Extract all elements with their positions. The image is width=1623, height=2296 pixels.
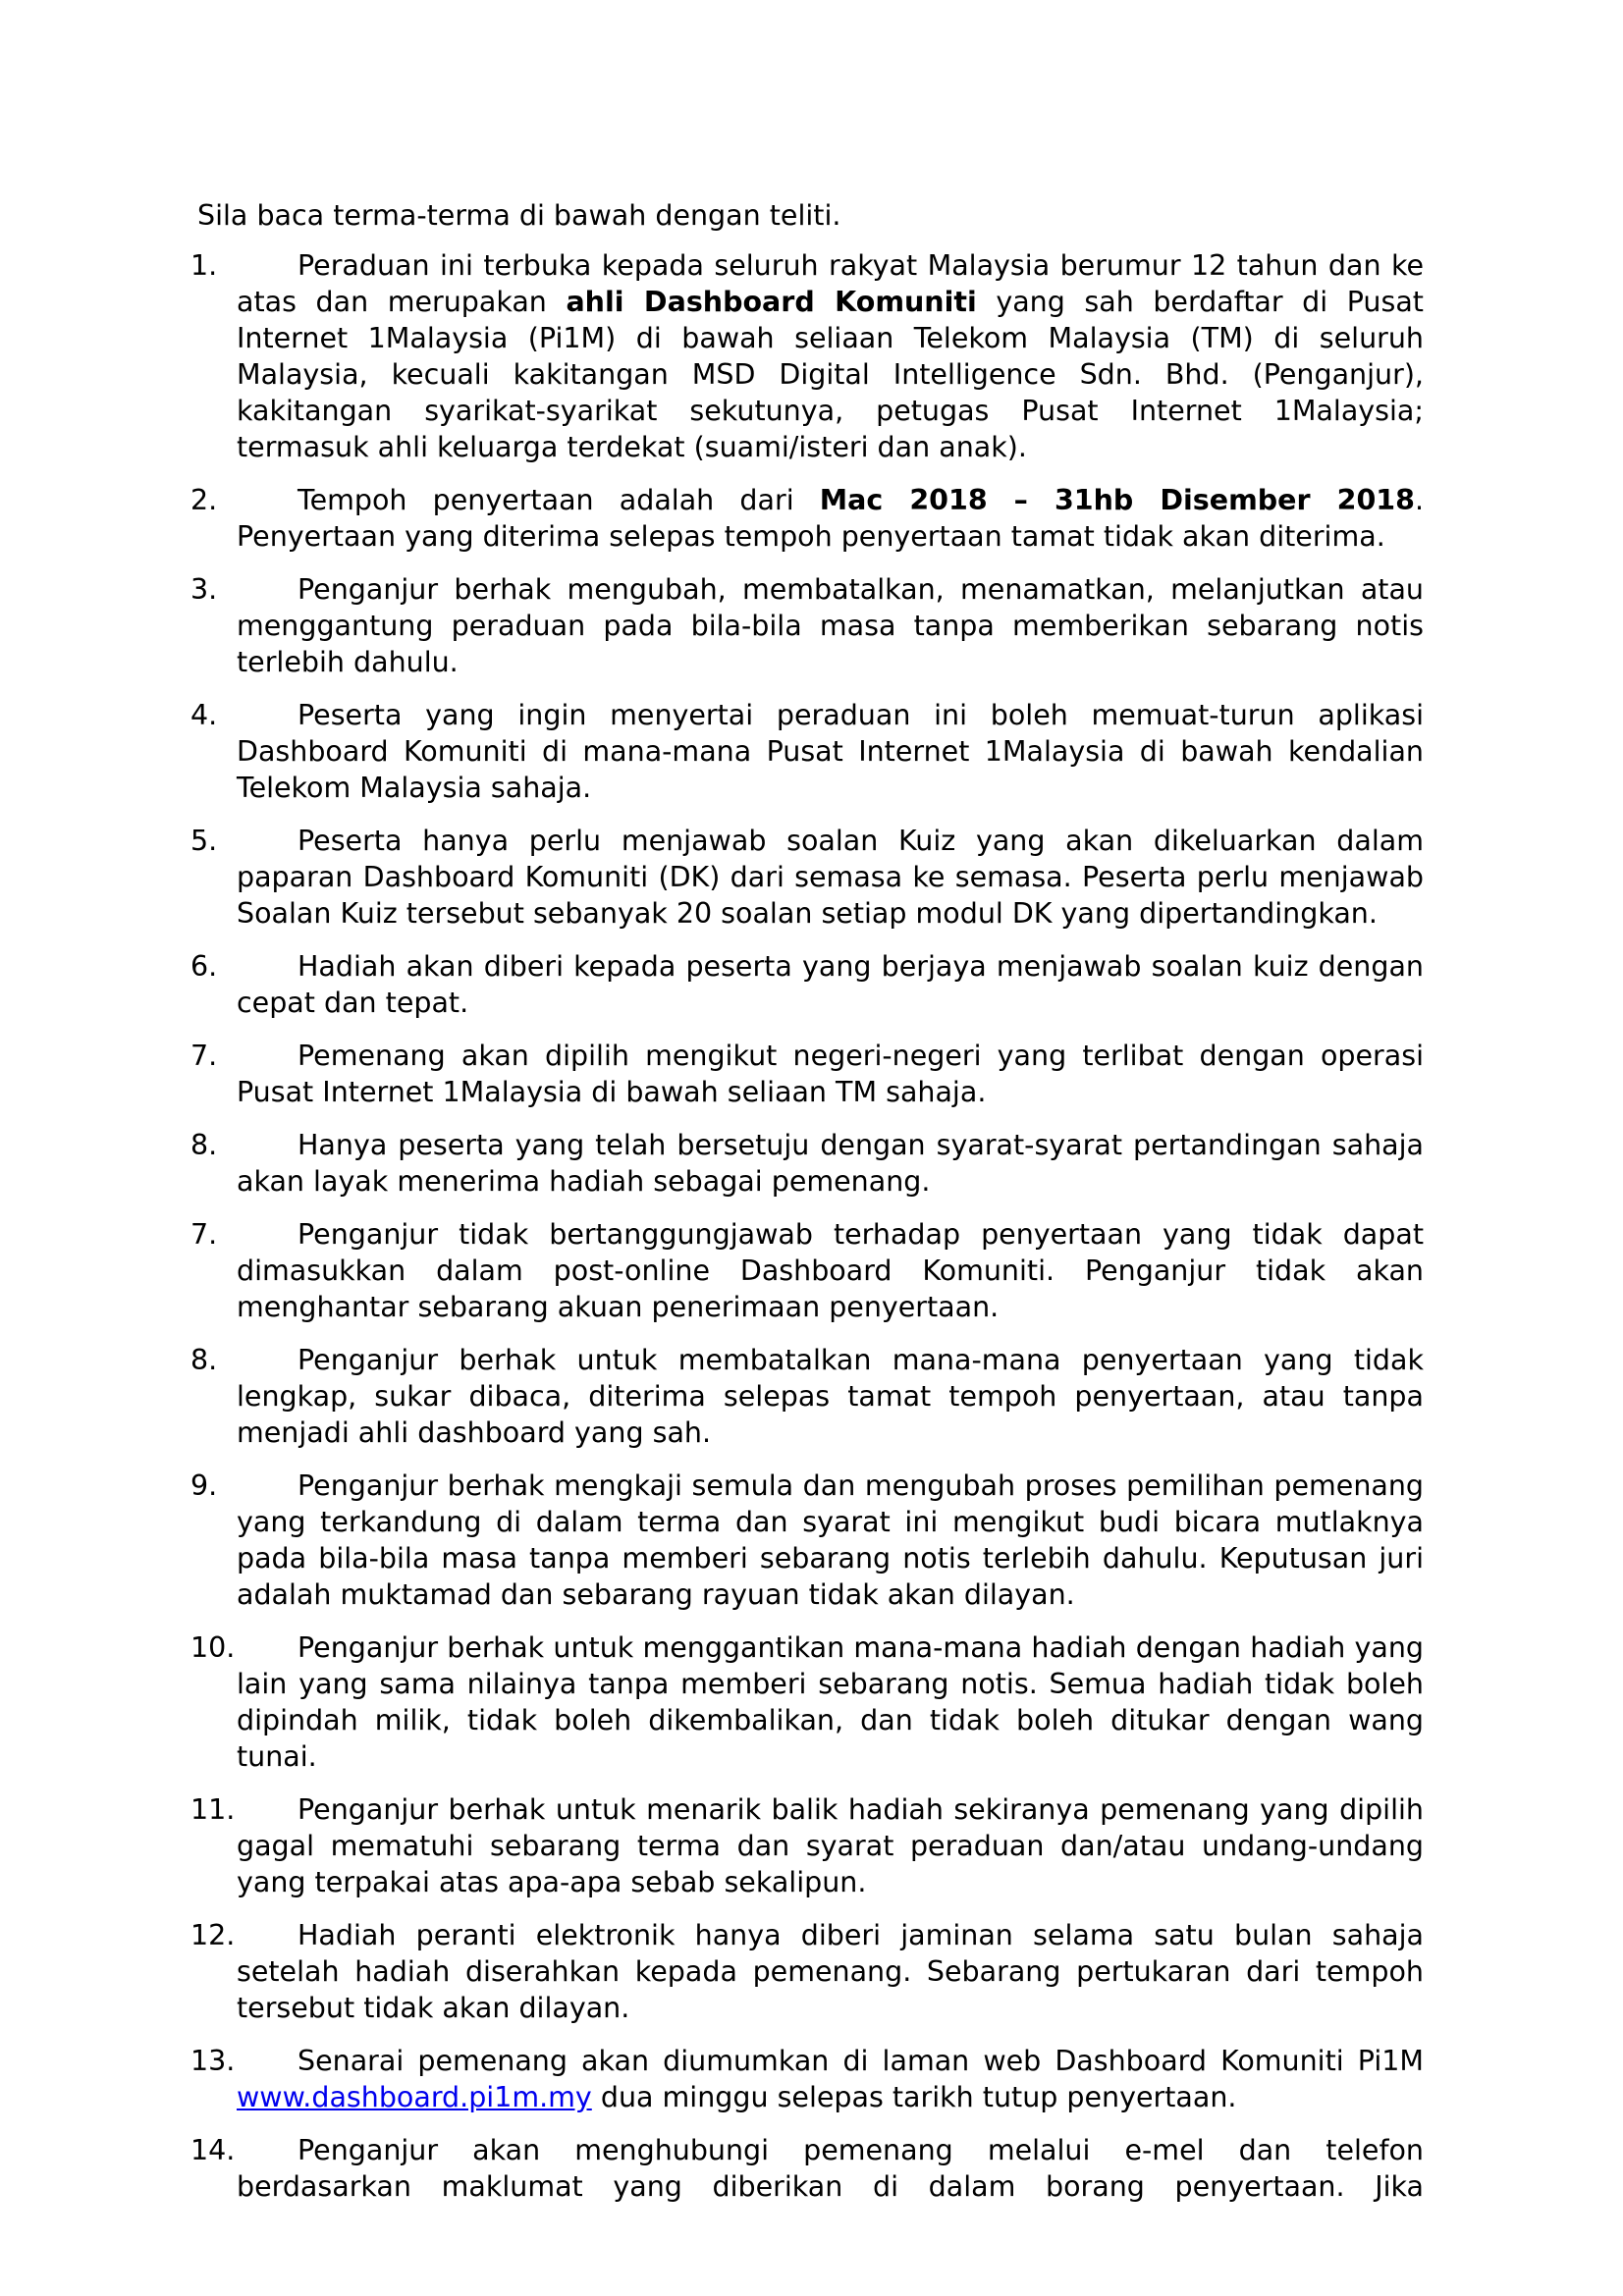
term-number: 7. — [190, 1040, 218, 1072]
term-item — [190, 2132, 1424, 2205]
term-item — [190, 1342, 1424, 1451]
term-item — [190, 2043, 1424, 2115]
bold-text: Mac 2018 – 31hb Disember 2018 — [819, 484, 1415, 516]
term-paragraph: Senarai pemenang akan diumumkan di laman web Dashboard Komuniti Pi1M www.dashboard.pi1m.my dua minggu selepas tarikh tutup penyertaan. — [237, 2045, 1424, 2113]
term-paragraph: Hadiah peranti elektronik hanya diberi jaminan selama satu bulan sahaja setelah hadiah diserahkan kepada pemenang. Sebarang pertukaran dari tempoh tersebut tidak akan dilayan. — [237, 1919, 1424, 2024]
term-number: 9. — [190, 1469, 218, 1502]
term-number: 8. — [190, 1344, 218, 1376]
term-item — [190, 247, 1424, 465]
term-item — [190, 1127, 1424, 1200]
term-number: 13. — [190, 2045, 236, 2077]
term-item — [190, 948, 1424, 1021]
term-item — [190, 571, 1424, 680]
intro-text: Sila baca terma-terma di bawah dengan teliti. — [197, 199, 841, 232]
term-paragraph: Peserta hanya perlu menjawab soalan Kuiz yang akan dikeluarkan dalam paparan Dashboard Komuniti (DK) dari semasa ke semasa. Peserta perlu menjawab Soalan Kuiz tersebut sebanyak 20 soalan setiap modul DK yang dipertandingkan. — [237, 825, 1424, 930]
term-paragraph: Penganjur berhak mengubah, membatalkan, menamatkan, melanjutkan atau menggantung peraduan pada bila-bila masa tanpa memberikan sebarang notis terlebih dahulu. — [237, 573, 1424, 678]
term-number: 4. — [190, 699, 218, 731]
term-paragraph: Hadiah akan diberi kepada peserta yang berjaya menjawab soalan kuiz dengan cepat dan tepat. — [237, 950, 1424, 1019]
term-number: 1. — [190, 249, 218, 282]
dashboard-website-link[interactable]: www.dashboard.pi1m.my — [237, 2081, 592, 2113]
term-paragraph: Penganjur berhak untuk membatalkan mana-mana penyertaan yang tidak lengkap, sukar dibaca, diterima selepas tamat tempoh penyertaan, atau tanpa menjadi ahli dashboard yang sah. — [237, 1344, 1424, 1449]
term-number: 8. — [190, 1129, 218, 1161]
term-number: 6. — [190, 950, 218, 983]
term-number: 5. — [190, 825, 218, 857]
term-paragraph: Penganjur akan menghubungi pemenang melalui e-mel dan telefon berdasarkan maklumat yang diberikan di dalam borang penyertaan. Jika — [237, 2134, 1424, 2203]
term-paragraph: Penganjur berhak untuk menarik balik hadiah sekiranya pemenang yang dipilih gagal mematuhi sebarang terma dan syarat peraduan dan/atau undang-undang yang terpakai atas apa-apa sebab sekalipun. — [237, 1793, 1424, 1898]
term-paragraph: Hanya peserta yang telah bersetuju dengan syarat-syarat pertandingan sahaja akan layak menerima hadiah sebagai pemenang. — [237, 1129, 1424, 1198]
term-number: 12. — [190, 1919, 236, 1951]
term-item — [190, 1791, 1424, 1900]
term-paragraph: Penganjur tidak bertanggungjawab terhadap penyertaan yang tidak dapat dimasukkan dalam post-online Dashboard Komuniti. Penganjur tidak akan menghantar sebarang akuan penerimaan penyertaan. — [237, 1218, 1424, 1323]
term-paragraph: Peserta yang ingin menyertai peraduan ini boleh memuat-turun aplikasi Dashboard Komuniti di mana-mana Pusat Internet 1Malaysia di bawah kendalian Telekom Malaysia sahaja. — [237, 699, 1424, 804]
term-item — [190, 1216, 1424, 1325]
terms-list — [190, 247, 1424, 2205]
term-item — [190, 1629, 1424, 1775]
term-number: 7. — [190, 1218, 218, 1251]
term-item — [190, 1917, 1424, 2026]
term-paragraph: Penganjur berhak mengkaji semula dan mengubah proses pemilihan pemenang yang terkandung di dalam terma dan syarat ini mengikut budi bicara mutlaknya pada bila-bila masa tanpa memberi sebarang notis terlebih dahulu. Keputusan juri adalah muktamad dan sebarang rayuan tidak akan dilayan. — [237, 1469, 1424, 1611]
term-number: 10. — [190, 1631, 236, 1664]
term-paragraph: Tempoh penyertaan adalah dari Mac 2018 – 31hb Disember 2018. Penyertaan yang diterima selepas tempoh penyertaan tamat tidak akan diterima. — [237, 484, 1424, 553]
term-number: 11. — [190, 1793, 236, 1826]
term-item — [190, 697, 1424, 806]
term-paragraph: Penganjur berhak untuk menggantikan mana-mana hadiah dengan hadiah yang lain yang sama nilainya tanpa memberi sebarang notis. Semua hadiah tidak boleh dipindah milik, tidak boleh dikembalikan, dan tidak boleh ditukar dengan wang tunai. — [237, 1631, 1424, 1773]
term-number: 14. — [190, 2134, 236, 2166]
bold-text: ahli Dashboard Komuniti — [566, 286, 977, 318]
term-number: 3. — [190, 573, 218, 606]
term-item — [190, 823, 1424, 932]
term-item — [190, 482, 1424, 555]
term-paragraph: Peraduan ini terbuka kepada seluruh rakyat Malaysia berumur 12 tahun dan ke atas dan merupakan ahli Dashboard Komuniti yang sah berdaftar di Pusat Internet 1Malaysia (Pi1M) di bawah seliaan Telekom Malaysia (TM) di seluruh Malaysia, kecuali kakitangan MSD Digital Intelligence Sdn. Bhd. (Penganjur), kakitangan syarikat-syarikat sekutunya, petugas Pusat Internet 1Malaysia; termasuk ahli keluarga terdekat (suami/isteri dan anak). — [237, 249, 1424, 463]
term-item — [190, 1038, 1424, 1110]
term-item — [190, 1468, 1424, 1613]
term-paragraph: Pemenang akan dipilih mengikut negeri-negeri yang terlibat dengan operasi Pusat Internet 1Malaysia di bawah seliaan TM sahaja. — [237, 1040, 1424, 1108]
term-number: 2. — [190, 484, 218, 516]
